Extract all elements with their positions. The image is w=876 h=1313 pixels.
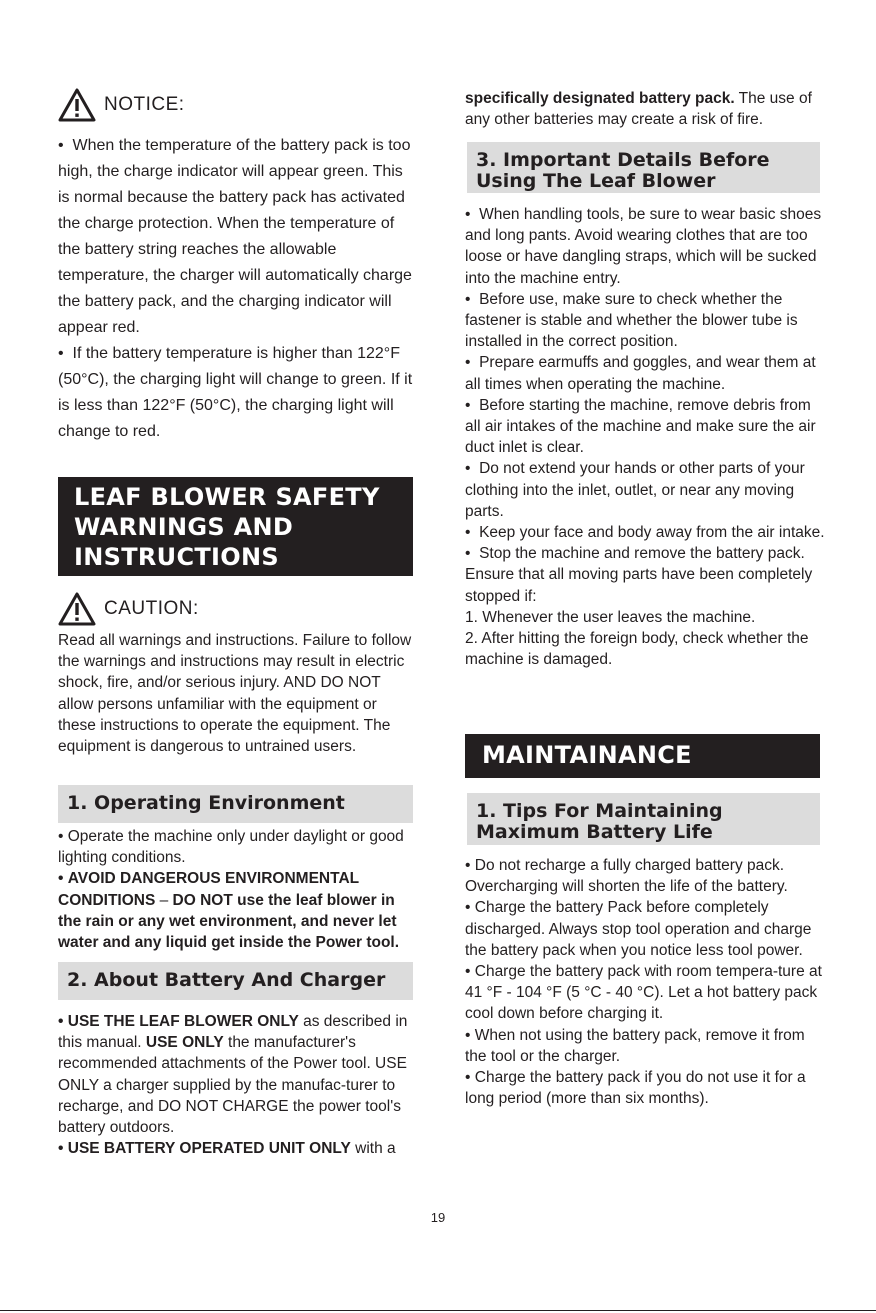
operating-environment-heading: 1. Operating Environment	[58, 785, 413, 823]
important-details-body	[465, 204, 825, 670]
safety-heading-bar	[58, 477, 413, 576]
page-number: 19	[430, 1210, 446, 1225]
list-item: • Charge the battery pack with room tempera-ture at 41 °F - 104 °F (5 °C - 40 °C). Let a hot battery pack cool down before charging it.	[465, 963, 822, 1023]
list-item: • Keep your face and body away from the air intake.	[465, 524, 825, 542]
list-item: • USE THE LEAF BLOWER ONLY as described in this manual. USE ONLY the manufacturer's recommended attachments of the Power tool. USE ONLY a charger supplied by the manufac-turer to recharge, and DO NOT CHARGE the power tool's battery outdoors.	[58, 1013, 408, 1137]
warning-triangle-icon	[58, 88, 96, 122]
list-item: • Charge the battery pack if you do not use it for a long period (more than six months).	[465, 1069, 806, 1108]
notice-header	[58, 88, 185, 122]
list-item: • Before starting the machine, remove debris from all air intakes of the machine and make sure the air duct inlet is clear.	[465, 396, 816, 457]
list-item: • Do not extend your hands or other parts of your clothing into the inlet, outlet, or near any moving parts.	[465, 460, 805, 520]
caution-header	[58, 592, 199, 626]
notice-paragraph-2: • If the battery temperature is higher than 122°F (50°C), the charging light will change to green. If it is less than 122°F (50°C), the charging light will change to red.	[58, 345, 413, 440]
safety-heading-line-2: WARNINGS AND	[74, 513, 294, 541]
list-item: • When handling tools, be sure to wear basic shoes and long pants. Avoid wearing clothes that are too loose or have dangling straps, which will be sucked into the machine entry.	[465, 206, 822, 287]
list-item: • USE BATTERY OPERATED UNIT ONLY with a	[58, 1140, 396, 1158]
list-item: • Operate the machine only under daylight or good lighting conditions.	[58, 828, 404, 867]
operating-environment-body	[58, 826, 416, 953]
safety-heading-line-3: INSTRUCTIONS	[74, 543, 279, 571]
list-item-continued: specifically designated battery pack. The use of any other batteries may create a risk of fire.	[465, 90, 812, 129]
battery-life-body	[465, 855, 825, 1109]
battery-charger-body	[58, 1011, 416, 1159]
bottom-rule	[0, 1310, 876, 1311]
list-item: • AVOID DANGEROUS ENVIRONMENTAL CONDITIONS – DO NOT use the leaf blower in the rain or any wet environment, and never let water and any liquid get inside the Power tool.	[58, 870, 400, 952]
list-item: • Stop the machine and remove the battery pack. Ensure that all moving parts have been completely stopped if:	[465, 545, 813, 605]
list-item: • When not using the battery pack, remove it from the tool or the charger.	[465, 1026, 805, 1065]
list-item: • Before use, make sure to check whether the fastener is stable and whether the blower tube is installed in the correct position.	[465, 290, 798, 351]
important-details-heading: 3. Important Details Before Using The Leaf Blower	[467, 142, 820, 193]
battery-charger-heading: 2. About Battery And Charger	[58, 962, 413, 1000]
notice-paragraph-1: • When the temperature of the battery pack is too high, the charge indicator will appear green. This is normal because the battery pack has activated the charge protection. When the temperature of the battery string reaches the allowable temperature, the charger will automatically charge the battery pack, and the charging indicator will appear red.	[58, 137, 412, 336]
battery-life-heading: 1. Tips For Maintaining Maximum Battery Life	[467, 793, 820, 845]
caution-text: Read all warnings and instructions. Failure to follow the warnings and instructions may result in electric shock, fire, and/or serious injury. AND DO NOT allow persons unfamiliar with the equipment or these instructions to operate the equipment. The equipment is dangerous to untrained users.	[58, 632, 412, 756]
list-item: • Prepare earmuffs and goggles, and wear them at all times when operating the machine.	[465, 354, 816, 393]
list-item: • Charge the battery Pack before completely discharged. Always stop tool operation and charge the battery pack when you notice less tool power.	[465, 899, 812, 959]
notice-title: NOTICE:	[104, 94, 185, 115]
safety-heading-line-1: LEAF BLOWER SAFETY	[74, 483, 380, 511]
maintainance-heading-bar	[465, 734, 820, 778]
warning-triangle-icon	[58, 592, 96, 626]
numbered-item: 1. Whenever the user leaves the machine.	[465, 608, 756, 626]
battery-charger-body-continued	[465, 88, 823, 130]
maintainance-heading: MAINTAINANCE	[482, 741, 692, 769]
notice-body	[58, 133, 414, 445]
caution-title: CAUTION:	[104, 598, 199, 619]
numbered-item: 2. After hitting the foreign body, check whether the machine is damaged.	[465, 630, 809, 669]
list-item: • Do not recharge a fully charged battery pack. Overcharging will shorten the life of the battery.	[465, 857, 788, 896]
